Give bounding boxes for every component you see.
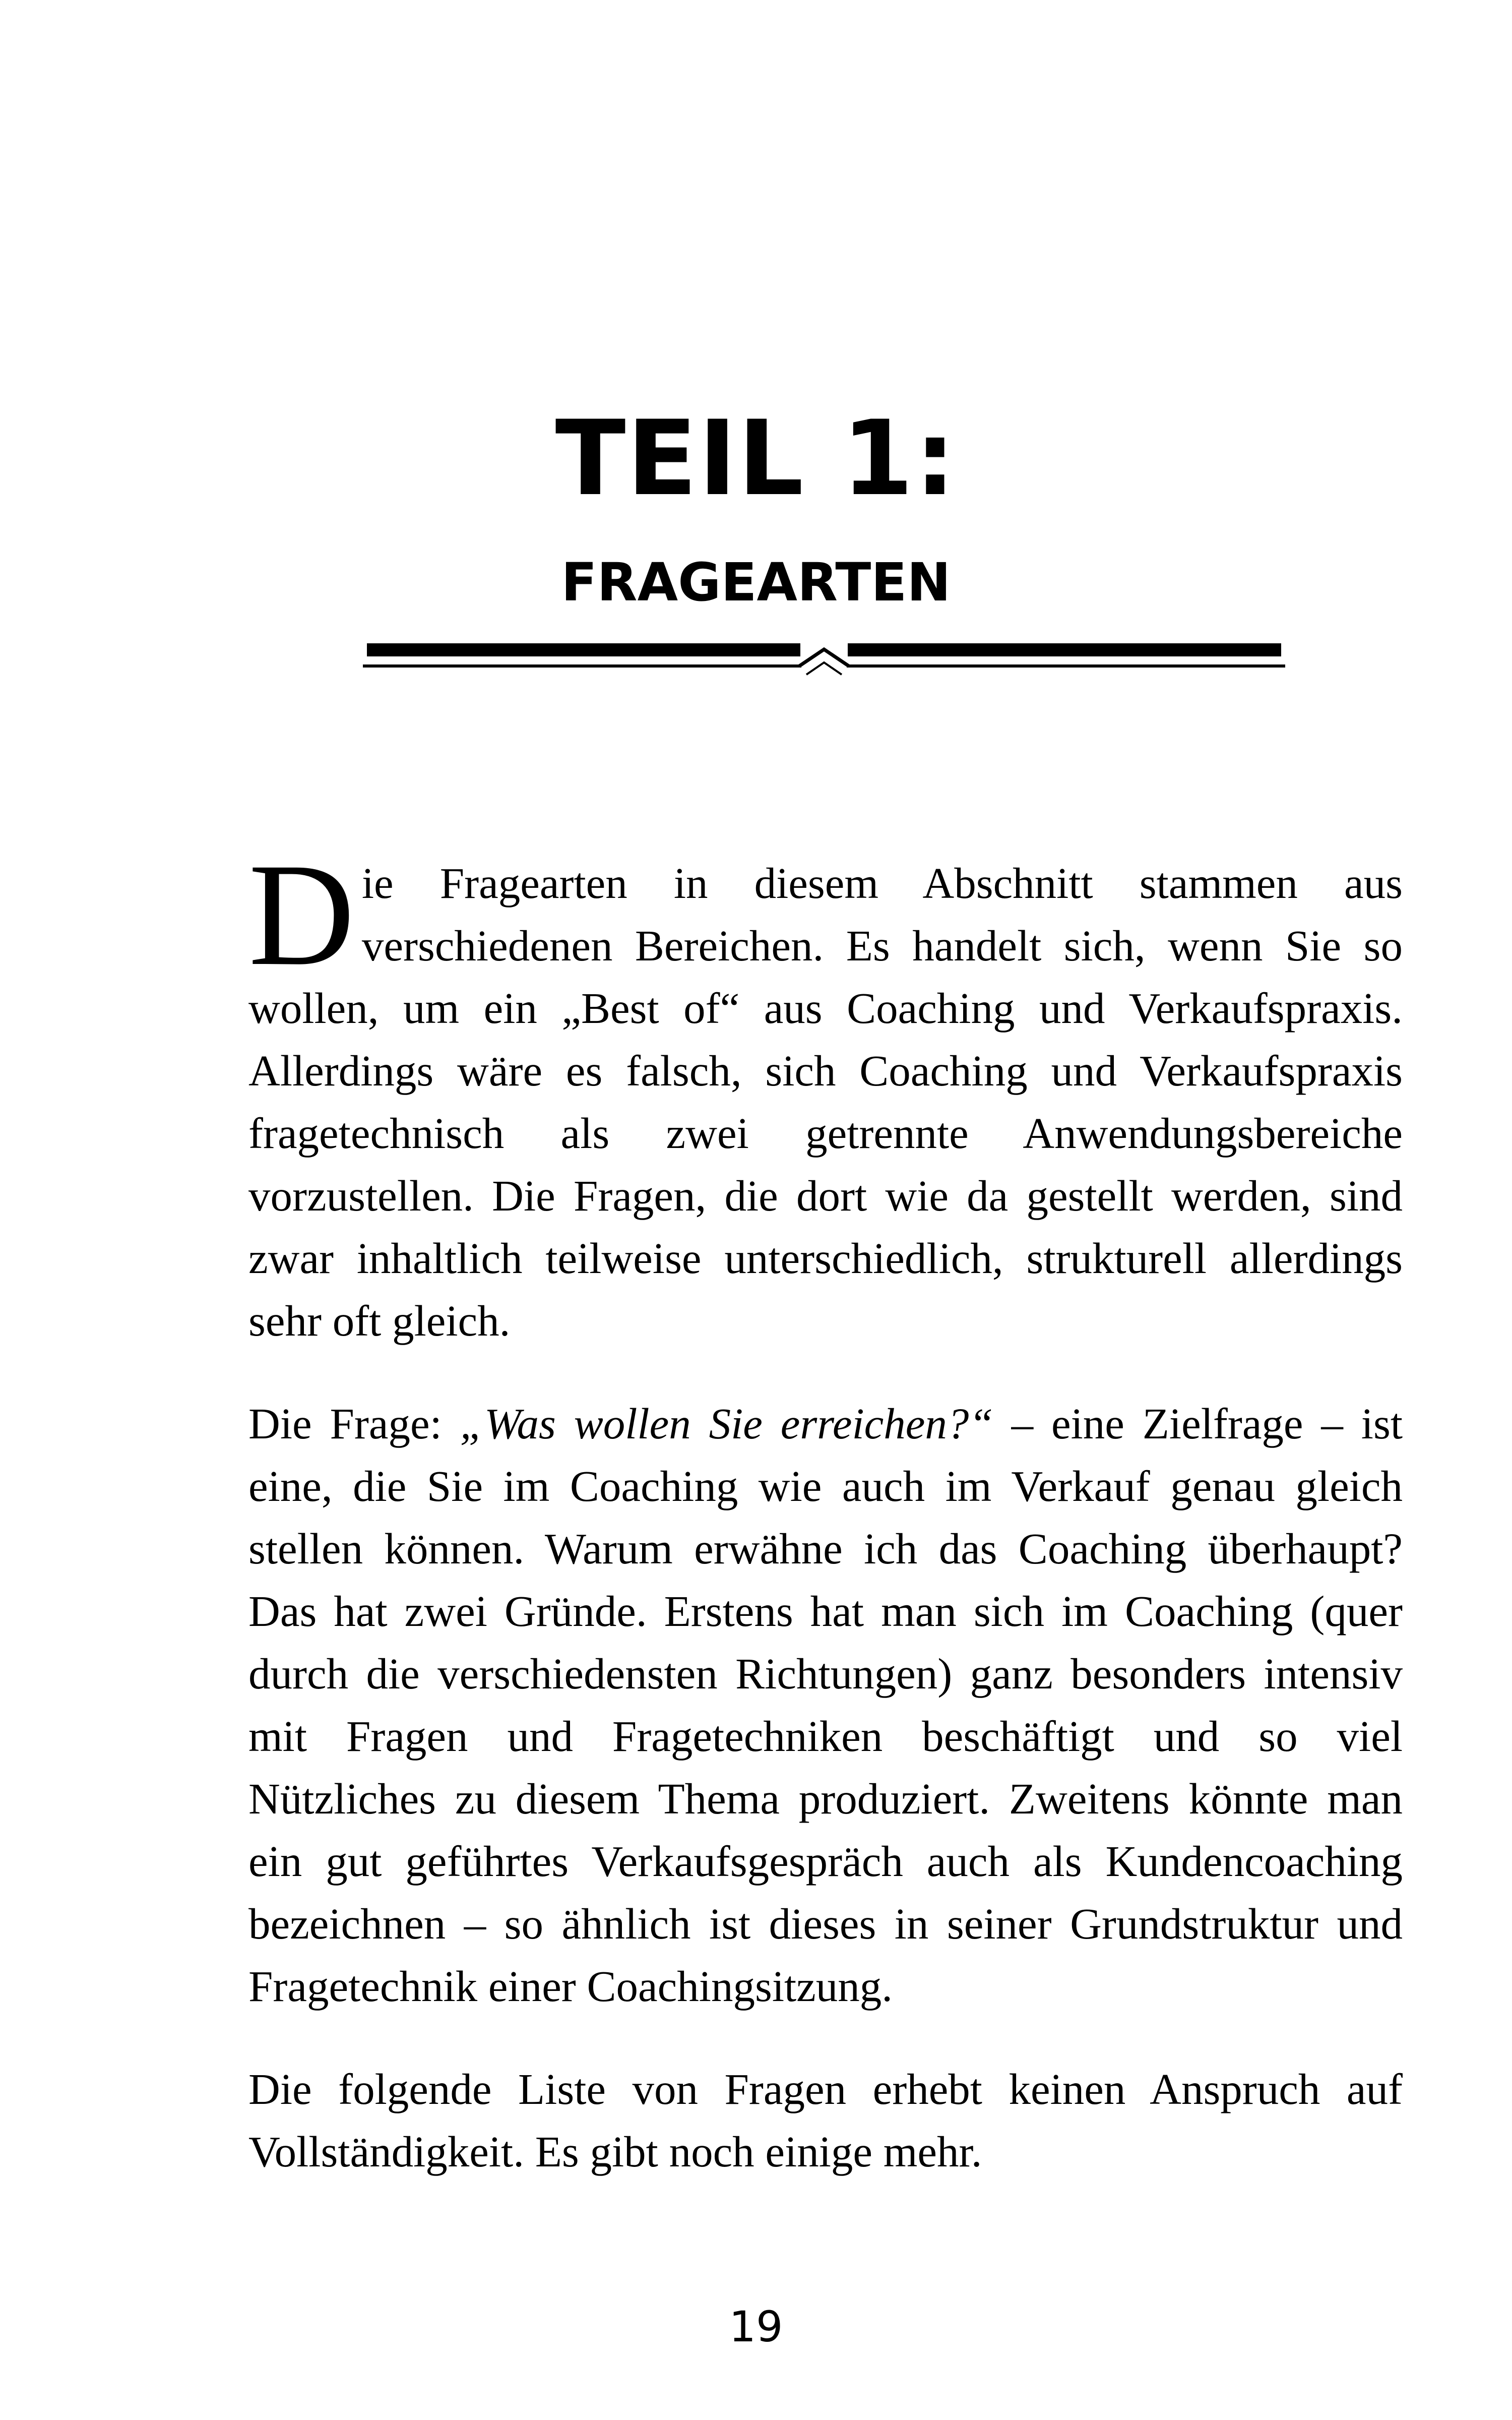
paragraph-intro-text: ie Fragearten in diesem Abschnitt stammen aus verschiedenen Bereichen. Es handelt sich, wenn Sie so wollen, um ein „Best of“ aus Coaching und Verkaufspraxis. Allerdings wäre es falsch, sich Coaching und Verkaufspraxis fragetechnisch als zwei getrennte Anwendungsbereiche vorzustellen. Die Fragen, die dort wie da gestellt werden, sind zwar inhaltlich teilweise unterschiedlich, strukturell allerdings sehr oft gleich. [248, 859, 1403, 1345]
paragraph-goal-question [248, 1393, 1403, 2018]
paragraph-list-note: Die folgende Liste von Fragen erhebt keinen Anspruch auf Vollständigkeit. Es gibt noch einige mehr. [248, 2065, 1403, 2176]
paragraph-goal-lead: Die Frage: [248, 1399, 460, 1448]
dropcap-letter: D [248, 833, 355, 996]
part-title: TEIL 1: [555, 399, 957, 519]
paragraph-goal-rest: – eine Zielfrage – ist eine, die Sie im Coaching wie auch im Verkauf genau gleich stellen können. Warum erwähne ich das Coaching überhaupt? Das hat zwei Gründe. Erstens hat man sich im Coaching (quer durch die verschiedensten Richtungen) ganz besonders intensiv mit Fragen und Fragetechniken beschäftigt und so viel Nützliches zu diesem Thema produziert. Zweitens könnte man ein gut geführtes Verkaufsgespräch auch als Kundencoaching bezeichnen – so ähnlich ist dieses in seiner Grundstruktur und Fragetechnik einer Coachingsitzung. [248, 1399, 1403, 2011]
body-text [248, 833, 1403, 2183]
goal-question-quote: „Was wollen Sie erreichen?“ [460, 1399, 993, 1448]
page-number: 19 [729, 2302, 783, 2351]
part-subtitle: FRAGEARTEN [561, 552, 951, 613]
paragraph-intro [248, 833, 1403, 1352]
chapter-divider-ornament-icon [363, 640, 1285, 681]
